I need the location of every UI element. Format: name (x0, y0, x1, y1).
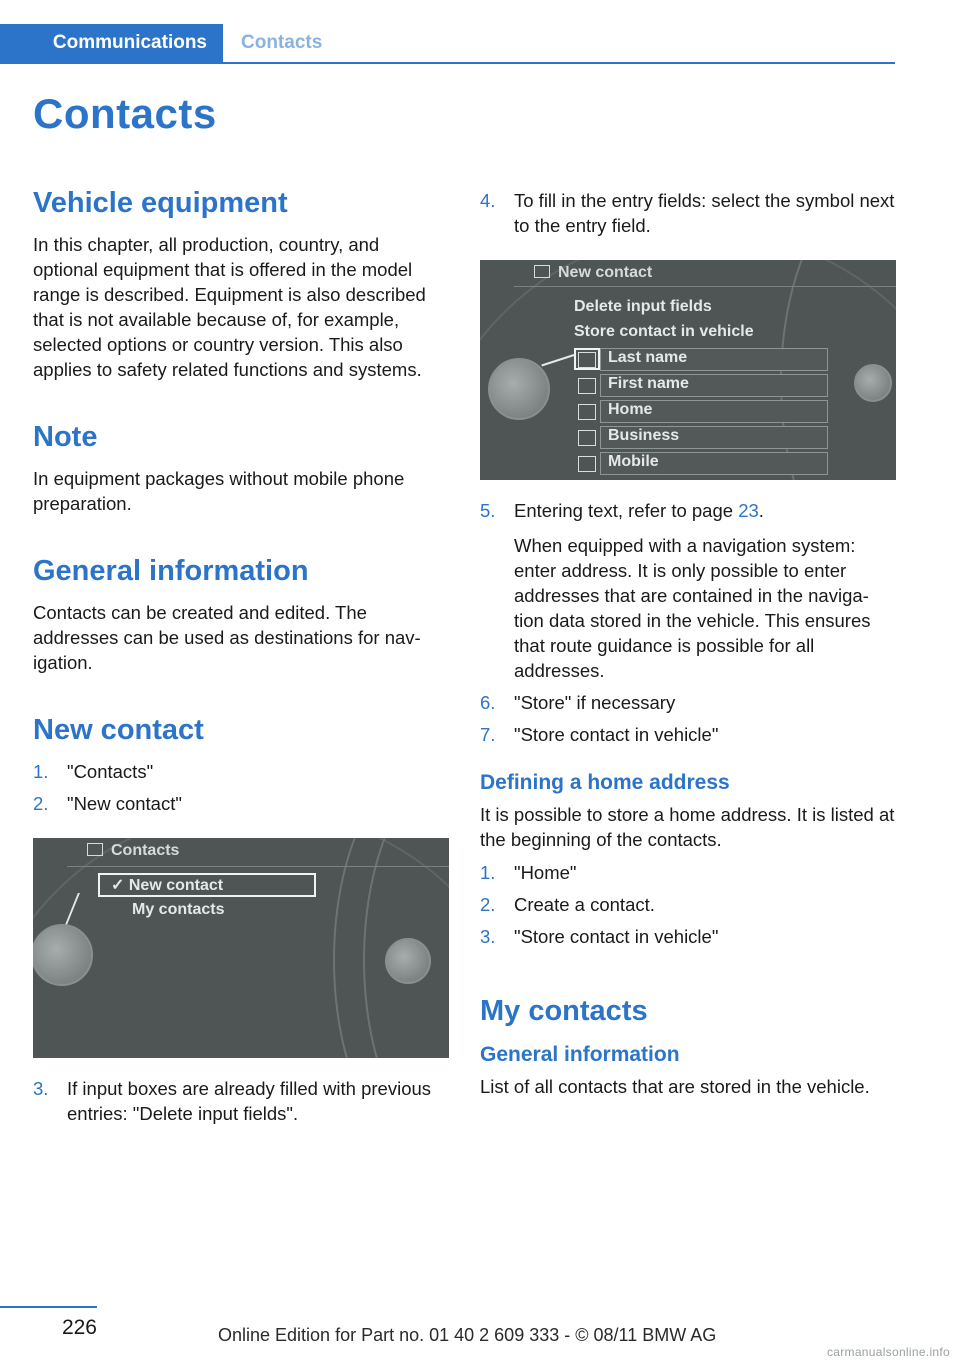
page-link[interactable]: 23 (738, 500, 759, 521)
step-number: 6. (480, 692, 496, 713)
step-text: "Store contact in vehicle" (514, 926, 719, 947)
contacts-screen-image (33, 838, 449, 1058)
heading-general-information-2: General information (480, 1043, 680, 1066)
step-text: Create a contact. (514, 894, 655, 915)
page-number: 226 (0, 1306, 97, 1340)
menu-item-new-contact: ✓ New contact (111, 877, 224, 894)
step-number: 3. (480, 926, 496, 947)
general-information-text: Contacts can be created and edited. The addresses can be used as destinations for nav-igation. (33, 602, 421, 673)
controller-knob-icon (33, 924, 93, 986)
folder-icon (87, 843, 103, 856)
menu-item-store-contact: Store contact in vehicle (574, 323, 754, 340)
step-text: If input boxes are already filled with previous entries: "Delete input fields". (67, 1078, 432, 1124)
list-item (480, 892, 896, 917)
field-home: Home (608, 401, 653, 418)
watermark: carmanualsonline.info (826, 1345, 950, 1359)
list-item (480, 924, 896, 949)
step-text: "New contact" (67, 793, 182, 814)
add-knob-icon (385, 938, 431, 984)
step-text: "Store contact in vehicle" (514, 724, 719, 745)
heading-note: Note (33, 421, 98, 453)
step-text: To fill in the entry fields: select the symbol next to the entry field. (514, 190, 895, 236)
menu-item-delete-input-fields: Delete input fields (574, 298, 712, 315)
my-contacts-text: List of all contacts that are stored in the vehicle. (480, 1076, 870, 1097)
step-number: 5. (480, 500, 496, 521)
step-number: 1. (33, 761, 49, 782)
screen-divider (514, 286, 896, 287)
menu-item-my-contacts: My contacts (132, 901, 225, 918)
tab-contacts[interactable]: Contacts (241, 32, 323, 53)
step-number: 7. (480, 724, 496, 745)
header-tab-bar (0, 24, 895, 64)
heading-general-information: General information (33, 555, 309, 587)
step-number: 2. (33, 793, 49, 814)
footer-edition: Online Edition for Part no. 01 40 2 609 333 - © 08/11 BMW AG (218, 1325, 717, 1345)
field-business: Business (608, 427, 680, 444)
tab-communications[interactable]: Communications (0, 24, 223, 62)
list-item (33, 1076, 449, 1126)
mobile-icon (578, 456, 596, 472)
list-item (480, 860, 896, 885)
controller-knob-icon (488, 358, 550, 420)
list-item (33, 759, 449, 784)
list-item (480, 498, 896, 683)
step-detail: When equipped with a navigation system: enter address. It is only possible to enter addresses that are contained in the naviga-tion data stored in the vehicle. This ensures that route guidance is possible for all addresses. (514, 535, 871, 681)
step-text: "Home" (514, 862, 577, 883)
list-item (480, 722, 896, 747)
left-column (33, 184, 449, 1133)
list-item (33, 791, 449, 816)
screen-title: Contacts (87, 842, 179, 860)
add-knob-icon (854, 364, 892, 402)
step-number: 3. (33, 1078, 49, 1099)
home-address-text: It is possible to store a home address. It is listed at the beginning of the contacts. (480, 804, 895, 850)
step-text: "Contacts" (67, 761, 154, 782)
screen-divider (67, 866, 449, 867)
field-first-name: First name (608, 375, 689, 392)
list-item (480, 188, 896, 238)
step-text: Entering text, refer to page 23. When equipped with a navigation system: enter address. It is only possible to enter addresses that are contained in the naviga-tion data stored in the vehicle. This ensures that route guidance is possible for all addresses. (514, 500, 871, 681)
note-text: In equipment packages without mobile phone preparation. (33, 468, 405, 514)
first-name-icon (578, 378, 596, 394)
edit-icon (534, 265, 550, 278)
field-last-name: Last name (608, 349, 688, 366)
right-column (480, 188, 896, 1099)
field-mobile: Mobile (608, 453, 659, 470)
checkmark-icon: ✓ (111, 877, 129, 894)
heading-my-contacts: My contacts (480, 995, 648, 1027)
last-name-icon (578, 352, 596, 368)
list-item (480, 690, 896, 715)
step-number: 4. (480, 190, 496, 211)
business-icon (578, 430, 596, 446)
vehicle-equipment-text: In this chapter, all production, country, and optional equipment that is offered in the model range is described. Equipment is also described that is not available because of, for example, selected options or country version. This also applies to safety related functions and systems. (33, 234, 426, 380)
heading-vehicle-equipment: Vehicle equipment (33, 187, 288, 219)
step-number: 2. (480, 894, 496, 915)
heading-new-contact: New contact (33, 714, 204, 746)
step-text: "Store" if necessary (514, 692, 676, 713)
page-title: Contacts (33, 90, 217, 137)
heading-defining-home-address: Defining a home address (480, 771, 730, 794)
step-number: 1. (480, 862, 496, 883)
new-contact-screen-image (480, 260, 896, 480)
home-icon (578, 404, 596, 420)
screen-title: New contact (534, 264, 652, 282)
